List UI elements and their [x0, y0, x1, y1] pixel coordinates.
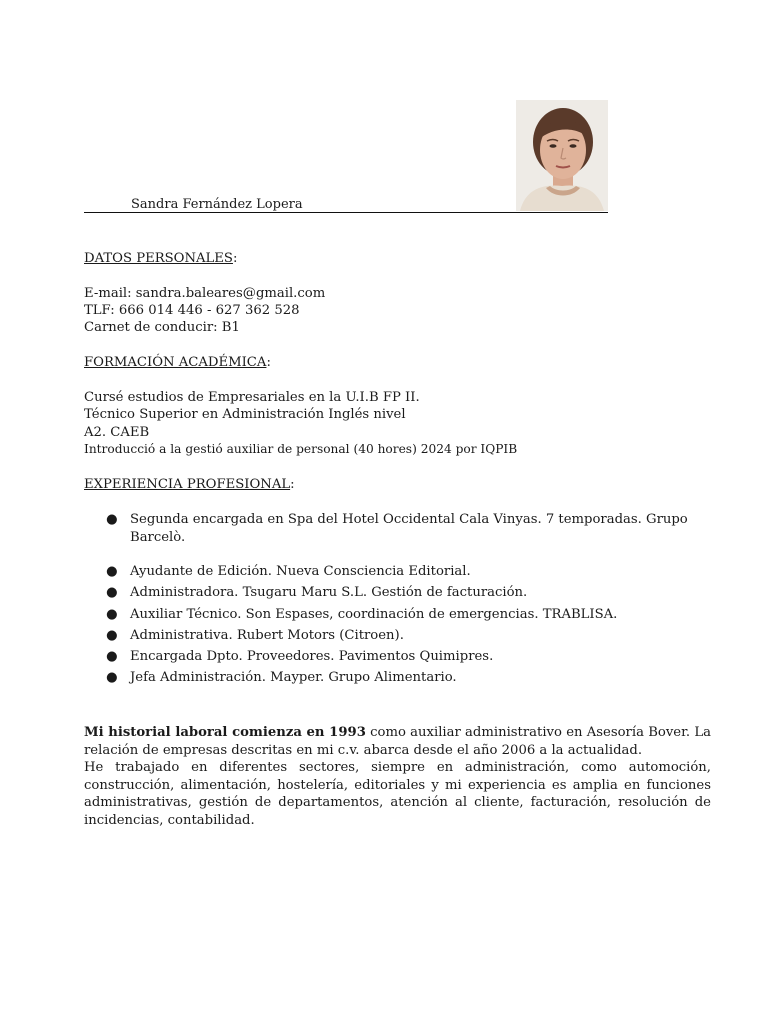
bullet-icon: ● — [106, 606, 118, 622]
education-line: Introducció a la gestió auxiliar de personal (40 hores) 2024 por IQPIB — [84, 442, 518, 456]
license-line: Carnet de conducir: B1 — [84, 320, 240, 335]
list-item: ● Jefa Administración. Mayper. Grupo Alimentario. — [106, 670, 457, 686]
bullet-icon: ● — [106, 512, 118, 527]
list-item: ● Administrativa. Rubert Motors (Citroen). — [106, 627, 404, 643]
phone-line: TLF: 666 014 446 - 627 362 528 — [84, 303, 300, 318]
personal-data-heading: DATOS PERSONALES: — [84, 251, 238, 266]
bullet-icon: ● — [106, 670, 118, 686]
education-line: Cursé estudios de Empresariales en la U.I.B FP II. — [84, 390, 420, 405]
education-line: A2. CAEB — [84, 425, 150, 440]
list-item: ● Segunda encargada en Spa del Hotel Occidental Cala Vinyas. 7 temporadas. Grupo Barcelò. — [106, 512, 688, 545]
bullet-icon: ● — [106, 627, 118, 643]
name-line — [84, 198, 608, 213]
list-item: ● Administradora. Tsugaru Maru S.L. Gestión de facturación. — [106, 585, 528, 601]
summary-paragraph: Mi historial laboral comienza en 1993 como auxiliar administrativo en Asesoría Bover. La relación de empresas descritas en mi c.v. abarca desde el año 2006 a la actualidad. — [84, 725, 712, 758]
experience-list — [84, 511, 710, 690]
career-summary — [84, 724, 711, 830]
list-item: ● Auxiliar Técnico. Son Espases, coordinación de emergencias. TRABLISA. — [106, 606, 618, 622]
email-line: E-mail: sandra.baleares@gmail.com — [84, 286, 326, 301]
list-item: ● Encargada Dpto. Proveedores. Pavimentos Quimipres. — [106, 648, 494, 664]
education-heading: FORMACIÓN ACADÉMICA: — [84, 355, 271, 370]
summary-paragraph: He trabajado en diferentes sectores, siempre en administración, como automoción, construcción, alimentación, hostelería, editoriales y mi experiencia es amplia en funciones administrativas, gestión de departamentos, atención al cliente, facturación, resolución de incidencias, contabilidad. — [84, 760, 711, 828]
list-item: ● Ayudante de Edición. Nueva Consciencia Editorial. — [106, 564, 471, 580]
experience-heading: EXPERIENCIA PROFESIONAL: — [84, 477, 295, 492]
portrait-photo — [516, 100, 608, 211]
bullet-icon: ● — [106, 585, 118, 601]
candidate-name: Sandra Fernández Lopera — [131, 197, 303, 212]
bullet-icon: ● — [106, 648, 118, 664]
summary-bold-intro: Mi historial laboral comienza en 1993 — [84, 725, 366, 740]
education-line: Técnico Superior en Administración Inglés nivel — [84, 407, 406, 422]
bullet-icon: ● — [106, 564, 118, 580]
portrait-icon — [516, 100, 608, 211]
